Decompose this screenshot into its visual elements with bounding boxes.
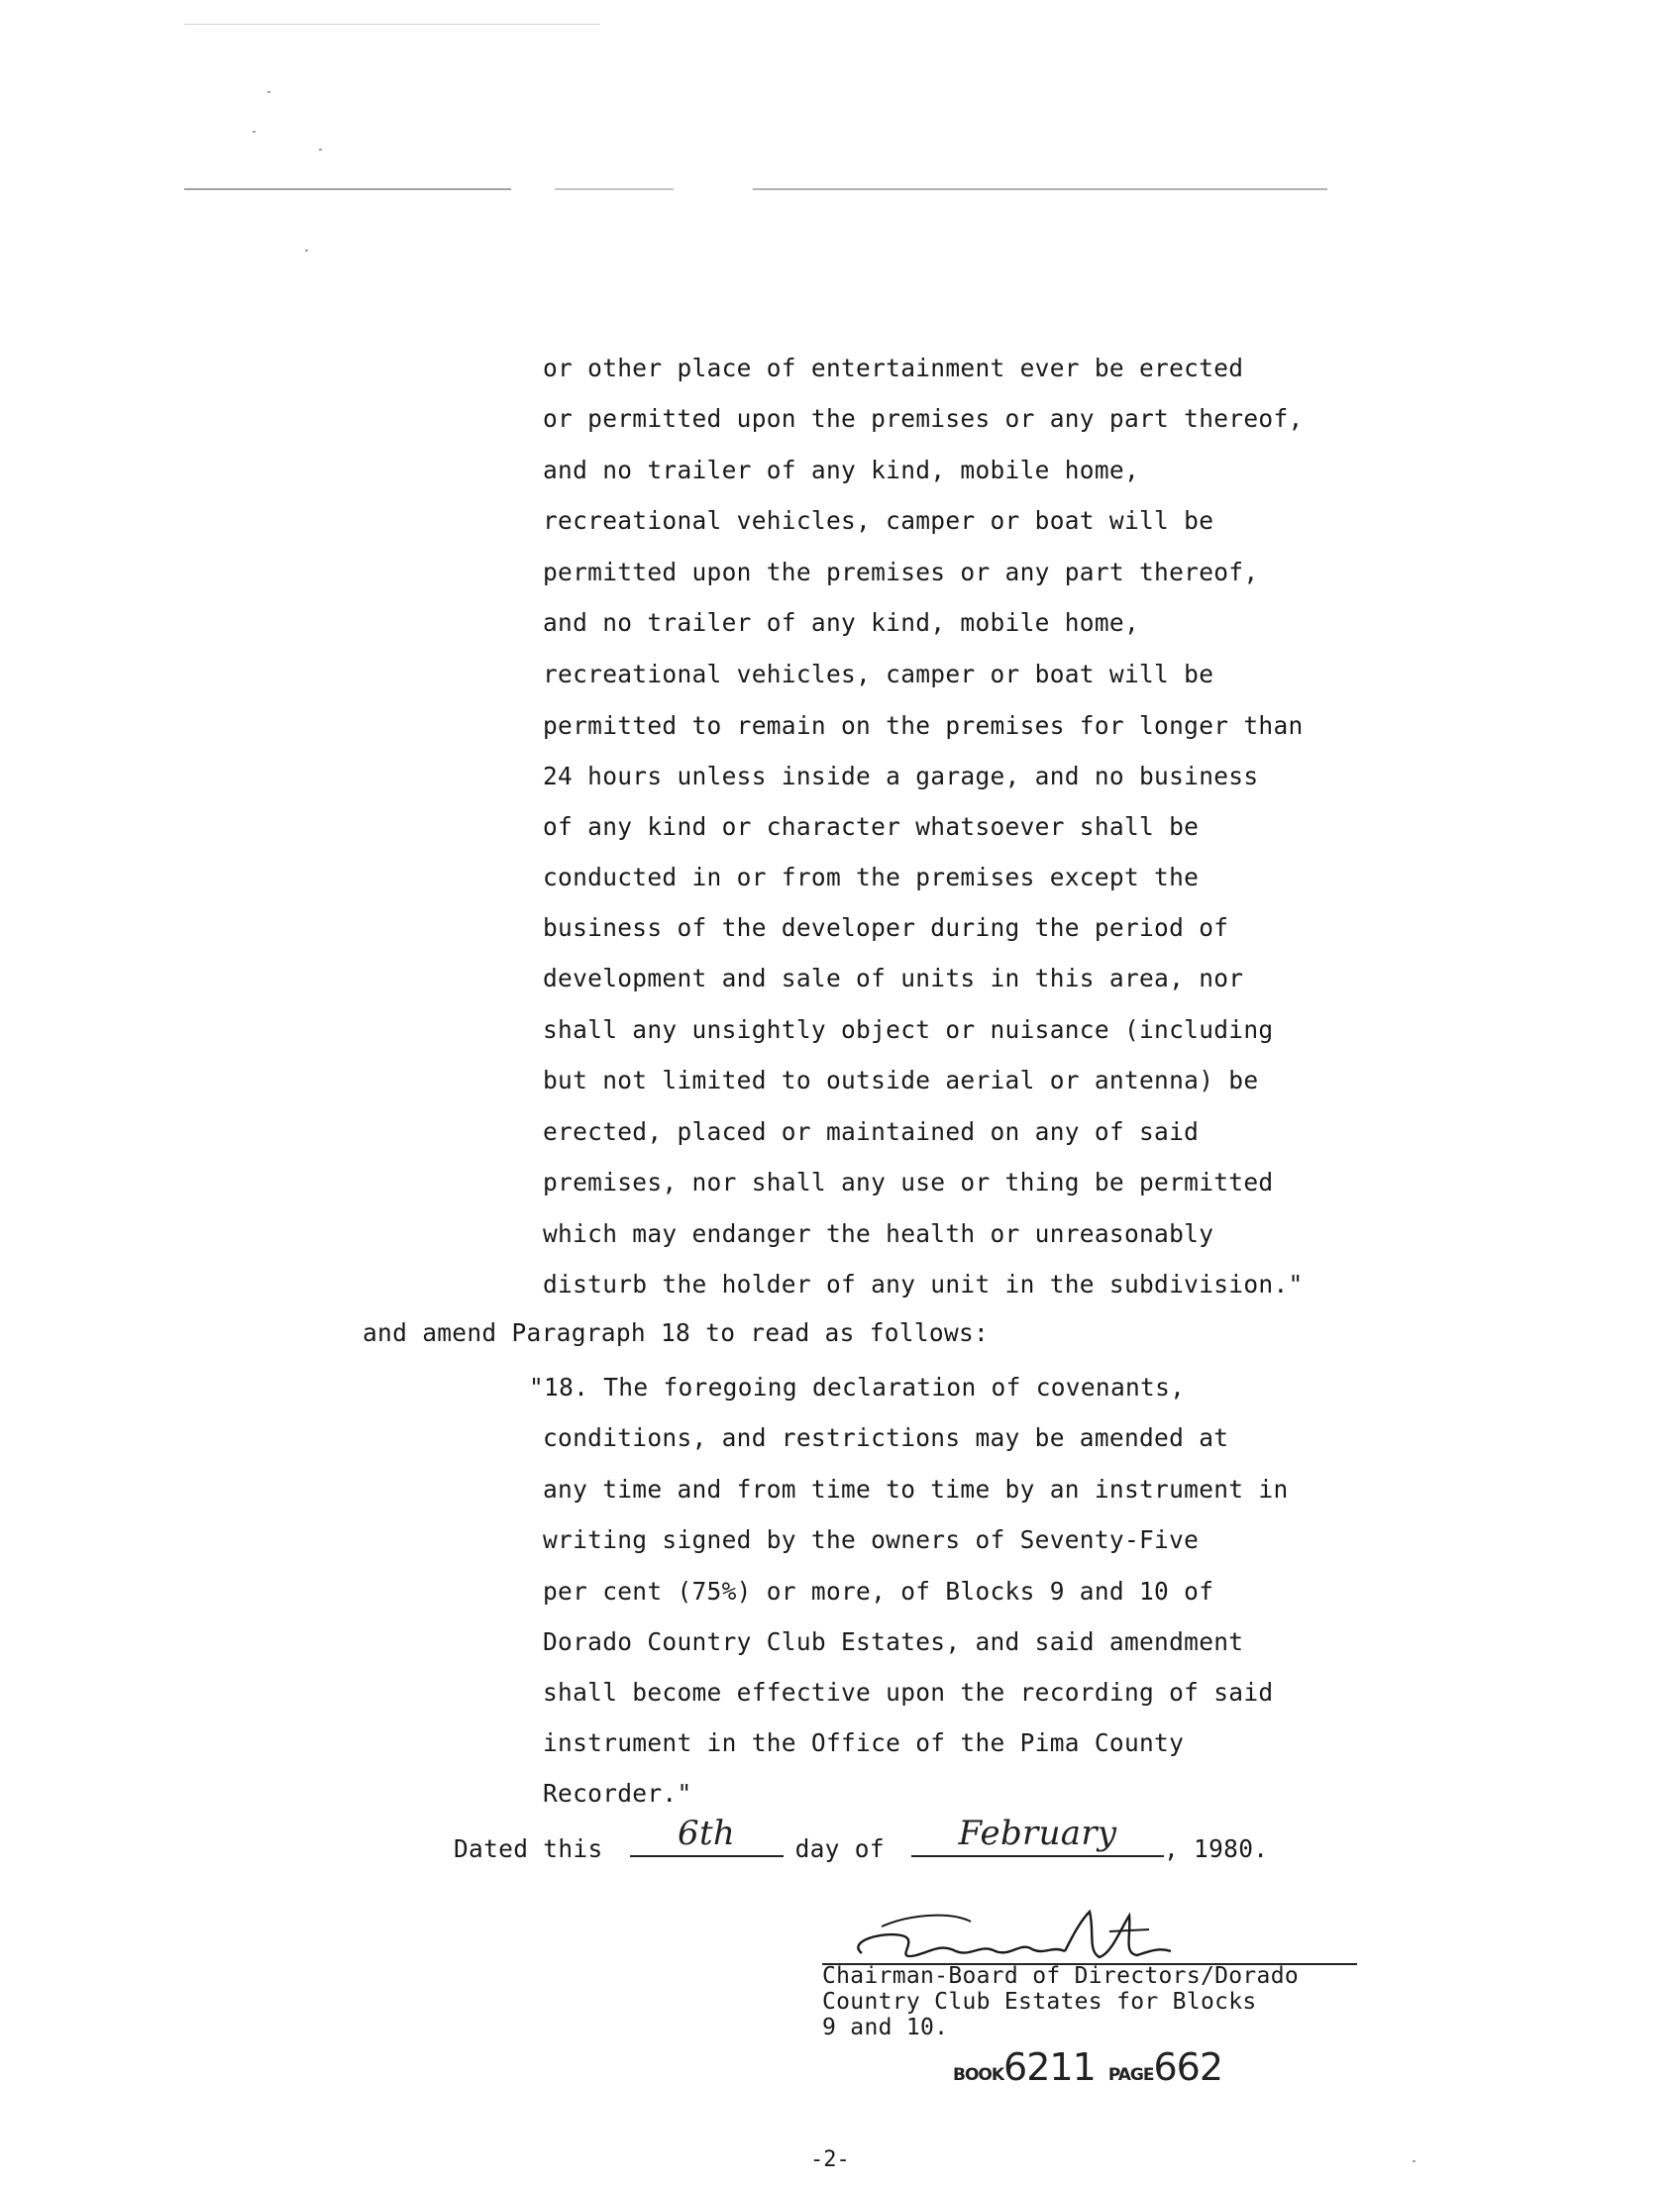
- book-label: BOOK: [953, 2065, 1004, 2085]
- text-line: erected, placed or maintained on any of said: [543, 1117, 1200, 1146]
- text-line: 24 hours unless inside a garage, and no business: [543, 762, 1259, 790]
- text-line: shall any unsightly object or nuisance (including: [543, 1015, 1274, 1044]
- text-line: writing signed by the owners of Seventy-Five: [543, 1525, 1200, 1554]
- text-line: premises, nor shall any use or thing be permitted: [543, 1168, 1274, 1197]
- scan-artifact-line: [555, 188, 674, 190]
- title-line: 9 and 10.: [822, 2015, 949, 2040]
- scan-artifact-line: [753, 188, 1327, 190]
- scan-speck: [267, 91, 270, 93]
- signer-title: [822, 1963, 1299, 2040]
- handwritten-month: February: [958, 1814, 1117, 1853]
- page-label: PAGE: [1107, 2065, 1154, 2085]
- text-line: recreational vehicles, camper or boat will be: [543, 506, 1214, 535]
- text-line: shall become effective upon the recording of said: [543, 1678, 1274, 1707]
- page-number-stamp: 662: [1153, 2045, 1223, 2089]
- text-line: of any kind or character whatsoever shall be: [543, 812, 1200, 841]
- handwritten-signature: [822, 1892, 1357, 1971]
- scan-speck: [305, 250, 308, 252]
- text-line: business of the developer during the period of: [543, 913, 1229, 942]
- signature-area: [822, 1892, 1357, 1971]
- dated-line: [454, 1814, 1269, 1863]
- month-blank: [911, 1814, 1164, 1857]
- text-line: recreational vehicles, camper or boat will be: [543, 660, 1214, 688]
- scan-artifact-line: [184, 24, 600, 25]
- text-line: and no trailer of any kind, mobile home,: [543, 456, 1140, 484]
- text-line: and no trailer of any kind, mobile home,: [543, 608, 1140, 637]
- scan-speck: [319, 149, 322, 151]
- text-line: permitted to remain on the premises for longer than: [543, 711, 1304, 740]
- amend-intro-line: and amend Paragraph 18 to read as follows:: [363, 1318, 990, 1347]
- dated-middle: day of: [794, 1834, 885, 1863]
- text-line: conditions, and restrictions may be amended at: [543, 1423, 1229, 1452]
- text-line: per cent (75%) or more, of Blocks 9 and 10 of: [543, 1577, 1214, 1606]
- text-line: Dorado Country Club Estates, and said amendment: [543, 1627, 1244, 1656]
- dated-prefix: Dated this: [454, 1834, 603, 1863]
- title-line: Chairman-Board of Directors/Dorado: [822, 1963, 1300, 1989]
- text-line: or permitted upon the premises or any part thereof,: [543, 404, 1304, 433]
- scan-artifact-line: [184, 188, 511, 190]
- handwritten-day: 6th: [678, 1814, 736, 1853]
- text-line: permitted upon the premises or any part thereof,: [543, 558, 1259, 586]
- scan-speck: [253, 131, 256, 133]
- book-number: 6211: [1003, 2045, 1096, 2089]
- text-line: Recorder.": [543, 1779, 692, 1808]
- scan-speck: [1413, 2160, 1416, 2162]
- day-blank: [630, 1814, 784, 1857]
- text-line: "18. The foregoing declaration of covenants,: [529, 1373, 1186, 1402]
- page-footer-number: -2-: [810, 2147, 850, 2172]
- text-line: which may endanger the health or unreasonably: [543, 1219, 1214, 1248]
- book-page-stamp: [953, 2045, 1222, 2089]
- text-line: but not limited to outside aerial or antenna) be: [543, 1066, 1259, 1094]
- title-line: Country Club Estates for Blocks: [822, 1989, 1257, 2015]
- text-line: or other place of entertainment ever be erected: [543, 354, 1244, 382]
- text-line: development and sale of units in this area, nor: [543, 964, 1244, 992]
- dated-year: , 1980.: [1163, 1834, 1269, 1863]
- text-line: any time and from time to time by an instrument in: [543, 1475, 1289, 1504]
- text-line: disturb the holder of any unit in the subdivision.": [543, 1270, 1304, 1299]
- text-line: instrument in the Office of the Pima County: [543, 1728, 1185, 1757]
- text-line: conducted in or from the premises except the: [543, 863, 1200, 891]
